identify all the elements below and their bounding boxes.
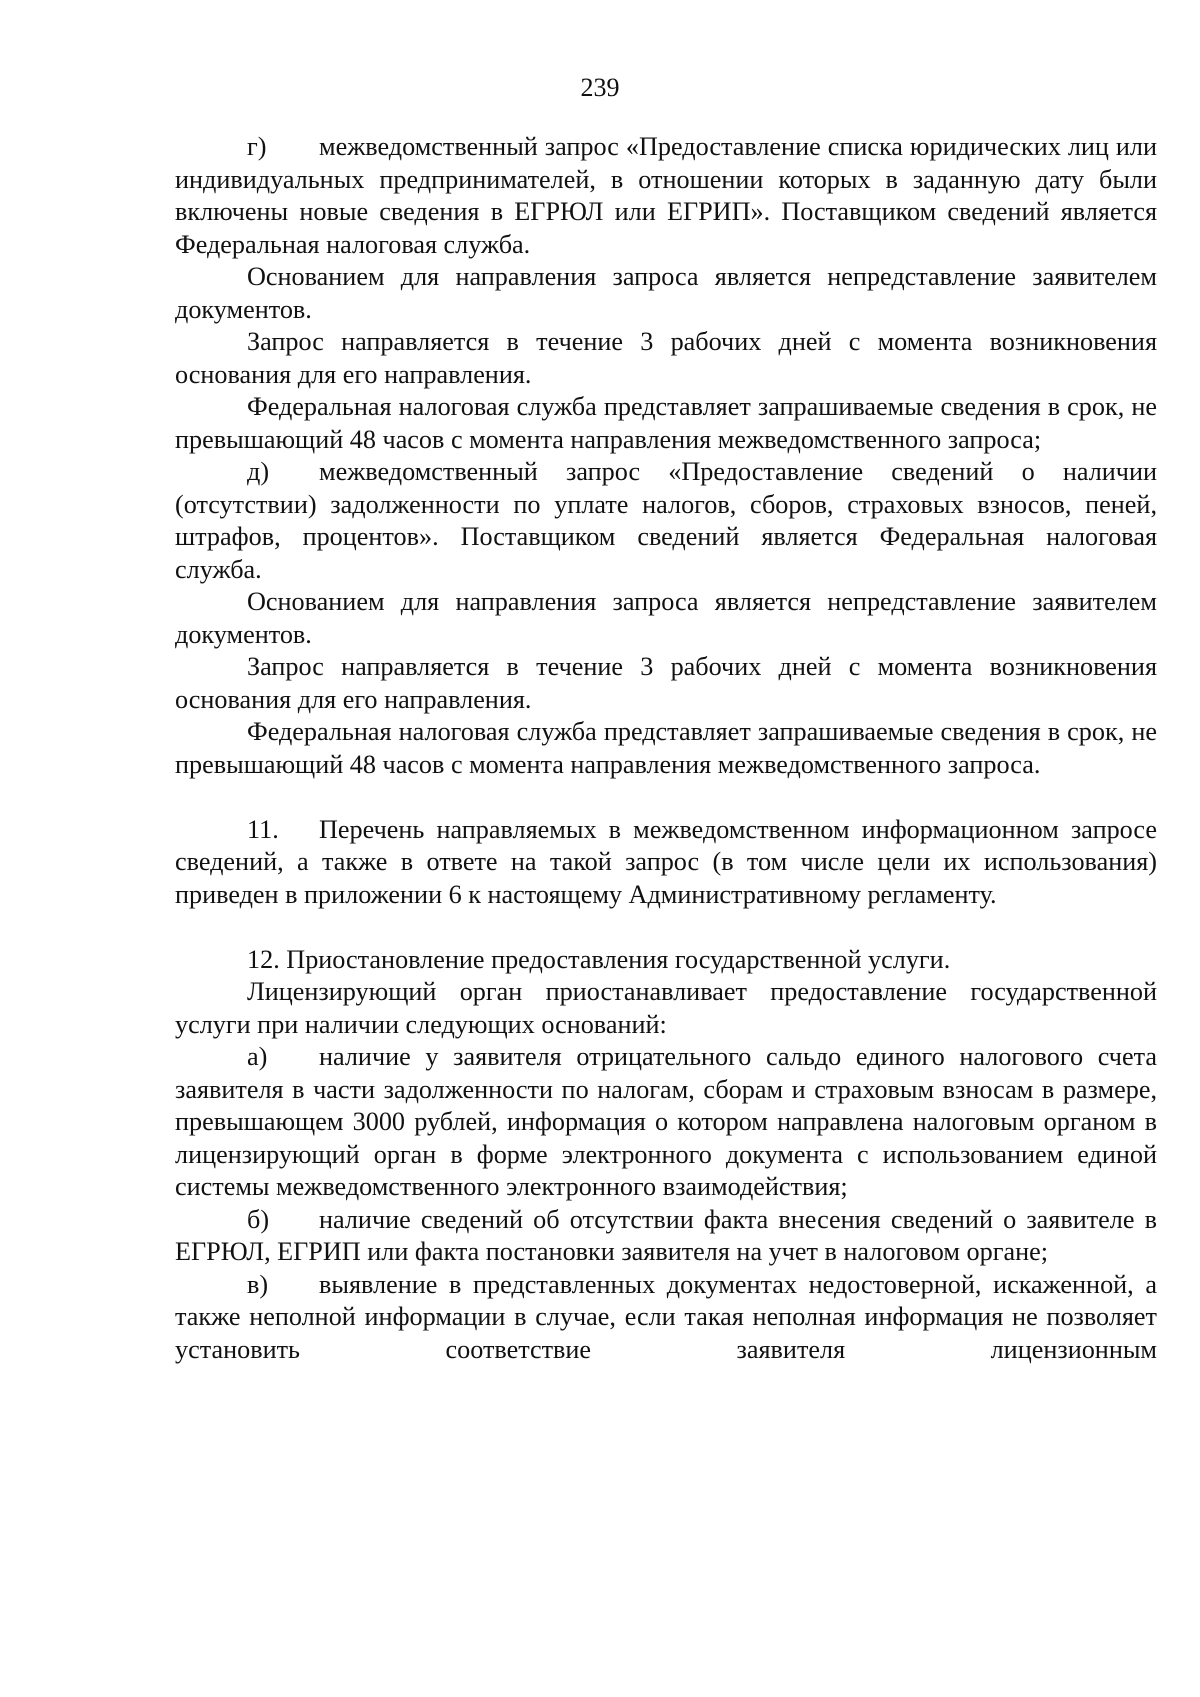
paragraph-text: межведомственный запрос «Предоставление сведений о наличии (отсутствии) задолженности по уплате налогов, сборов, страховых взносов, пеней, штрафов, процентов». Поставщиком сведений является Федеральная налоговая служба. (175, 457, 1157, 584)
paragraph-section-11 (175, 814, 1157, 912)
paragraph-text: межведомственный запрос «Предоставление списка юридических лиц или индивидуальных предпринимателей, в отношении которых в заданную дату были включены новые сведения в ЕГРЮЛ или ЕГРИП». Поставщиком сведений является Федеральная налоговая служба. (175, 132, 1157, 259)
paragraph: Запрос направляется в течение 3 рабочих дней с момента возникновения основания для его направления. (175, 327, 1157, 389)
page-number: 239 (580, 73, 620, 102)
paragraph-item-a (175, 1041, 1157, 1204)
paragraph-text: наличие сведений об отсутствии факта внесения сведений о заявителе в ЕГРЮЛ, ЕГРИП или факта постановки заявителя на учет в налоговом органе; (175, 1204, 1157, 1266)
paragraph-text: Перечень направляемых в межведомственном информационном запросе сведений, а также в ответе на такой запрос (в том числе цели их использования) приведен в приложении 6 к настоящему Административному регламенту. (175, 814, 1157, 909)
item-marker: б) (247, 1204, 270, 1234)
item-marker: а) (247, 1042, 268, 1071)
paragraph-item-b (175, 1204, 1157, 1269)
paragraph-text: выявление в представленных документах недостоверной, искаженной, а также неполной информации в случае, если такая неполная информация не позволяет установить соответствие заявителя лицензионным (175, 1269, 1157, 1364)
paragraph-text: наличие у заявителя отрицательного сальдо единого налогового счета заявителя в части задолженности по налогам, сборам и страховым взносам в размере, превышающем 3000 рублей, информация о котором направлена налоговым органом в лицензирующий орган в форме электронного документа с использованием единой системы межведомственного электронного взаимодействия; (175, 1042, 1157, 1201)
item-marker: 11. (247, 814, 279, 844)
item-marker: в) (247, 1269, 269, 1299)
section-heading-12: 12. Приостановление предоставления государственной услуги. (247, 944, 951, 974)
item-marker: г) (247, 132, 267, 161)
paragraph: Федеральная налоговая служба представляет запрашиваемые сведения в срок, не превышающий 48 часов с момента направления межведомственного запроса. (175, 717, 1157, 779)
paragraph-item-v (175, 1269, 1157, 1367)
document-body (175, 131, 1157, 1366)
paragraph: Запрос направляется в течение 3 рабочих дней с момента возникновения основания для его направления. (175, 652, 1157, 714)
paragraph: Основанием для направления запроса является непредставление заявителем документов. (175, 262, 1157, 324)
paragraph: Основанием для направления запроса является непредставление заявителем документов. (175, 587, 1157, 649)
paragraph-item-g (175, 131, 1157, 261)
paragraph-spacer (175, 911, 1157, 944)
paragraph: Федеральная налоговая служба представляет запрашиваемые сведения в срок, не превышающий 48 часов с момента направления межведомственного запроса; (175, 392, 1157, 454)
item-marker: д) (247, 457, 270, 486)
paragraph-spacer (175, 781, 1157, 814)
paragraph: Лицензирующий орган приостанавливает предоставление государственной услуги при наличии следующих оснований: (175, 977, 1157, 1039)
paragraph-item-d (175, 456, 1157, 586)
